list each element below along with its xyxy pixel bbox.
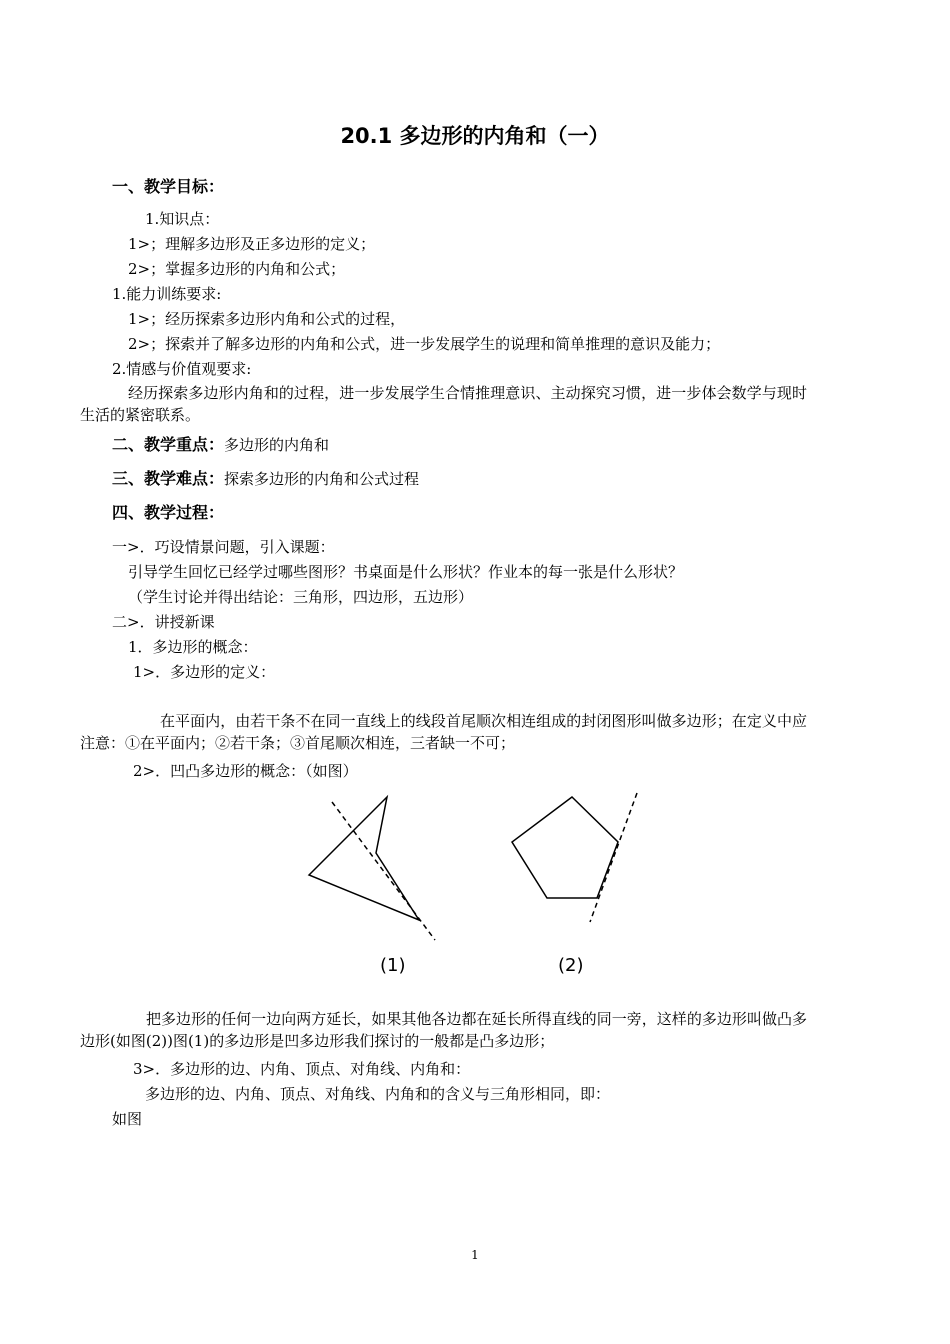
text-line: 2>．凹凸多边形的概念：（如图） <box>133 762 358 780</box>
paragraph: 在平面内，由若干条不在同一直线上的线段首尾顺次相连组成的封闭图形叫做多边形；在定义中应注意：①在平面内；②若干条；③首尾顺次相连，三者缺一不可； <box>80 712 807 752</box>
text-line: 3>．多边形的边、内角、顶点、对角线、内角和： <box>133 1060 471 1078</box>
paragraph: 把多边形的任何一边向两方延长，如果其他各边都在延长所得直线的同一旁，这样的多边形叫做凸多边形(如图(2))图(1)的多边形是凹多边形我们探讨的一般都是凸多边形； <box>80 1010 807 1050</box>
text-line: 2.情感与价值观要求: <box>112 360 252 378</box>
page-number: 1 <box>471 1248 479 1262</box>
figure-caption-2: (2) <box>558 955 584 976</box>
text-line: 多边形的边、内角、顶点、对角线、内角和的含义与三角形相同，即： <box>145 1085 611 1103</box>
heading-label: 二、教学重点： <box>112 435 225 454</box>
polygon-figure <box>300 790 660 950</box>
text-line: 一>．巧设情景问题，引入课题： <box>112 538 335 556</box>
section-heading-focus <box>112 434 329 456</box>
text-line: 1>；经历探索多边形内角和公式的过程， <box>128 310 406 328</box>
text-line: 引导学生回忆已经学过哪些图形？书桌面是什么形状？作业本的每一张是什么形状？ <box>128 563 684 581</box>
convex-pentagon <box>512 797 618 898</box>
heading-label: 三、教学难点： <box>112 469 225 488</box>
extension-line-dashed <box>332 802 435 940</box>
heading-text: 多边形的内角和 <box>224 436 330 454</box>
heading-text: 探索多边形的内角和公式过程 <box>224 470 420 488</box>
text-line: 1>；理解多边形及正多边形的定义； <box>128 235 376 253</box>
page-title: 20.1 多边形的内角和（一） <box>340 124 610 148</box>
section-heading-process: 四、教学过程： <box>112 503 225 522</box>
text-line: （学生讨论并得出结论：三角形，四边形，五边形） <box>128 588 474 606</box>
text-line: 如图 <box>112 1110 143 1128</box>
text-line: 2>；掌握多边形的内角和公式； <box>128 260 346 278</box>
text-line: 二>．讲授新课 <box>112 613 215 631</box>
figure-caption-1: (1) <box>380 955 406 976</box>
text-line: 2>；探索并了解多边形的内角和公式，进一步发展学生的说理和简单推理的意识及能力； <box>128 335 721 353</box>
section-heading-difficulty <box>112 468 419 490</box>
extension-line-dashed <box>590 793 637 922</box>
text-line: 1.能力训练要求: <box>112 285 222 303</box>
text-line: 1．多边形的概念： <box>128 638 258 656</box>
paragraph: 经历探索多边形内角和的过程，进一步发展学生合情推理意识、主动探究习惯，进一步体会数学与现时生活的紧密联系。 <box>80 384 807 424</box>
section-heading-objectives: 一、教学目标： <box>112 177 225 196</box>
text-line: 1>．多边形的定义： <box>133 663 276 681</box>
concave-polygon <box>309 797 419 920</box>
text-line: 1.知识点： <box>145 210 220 228</box>
